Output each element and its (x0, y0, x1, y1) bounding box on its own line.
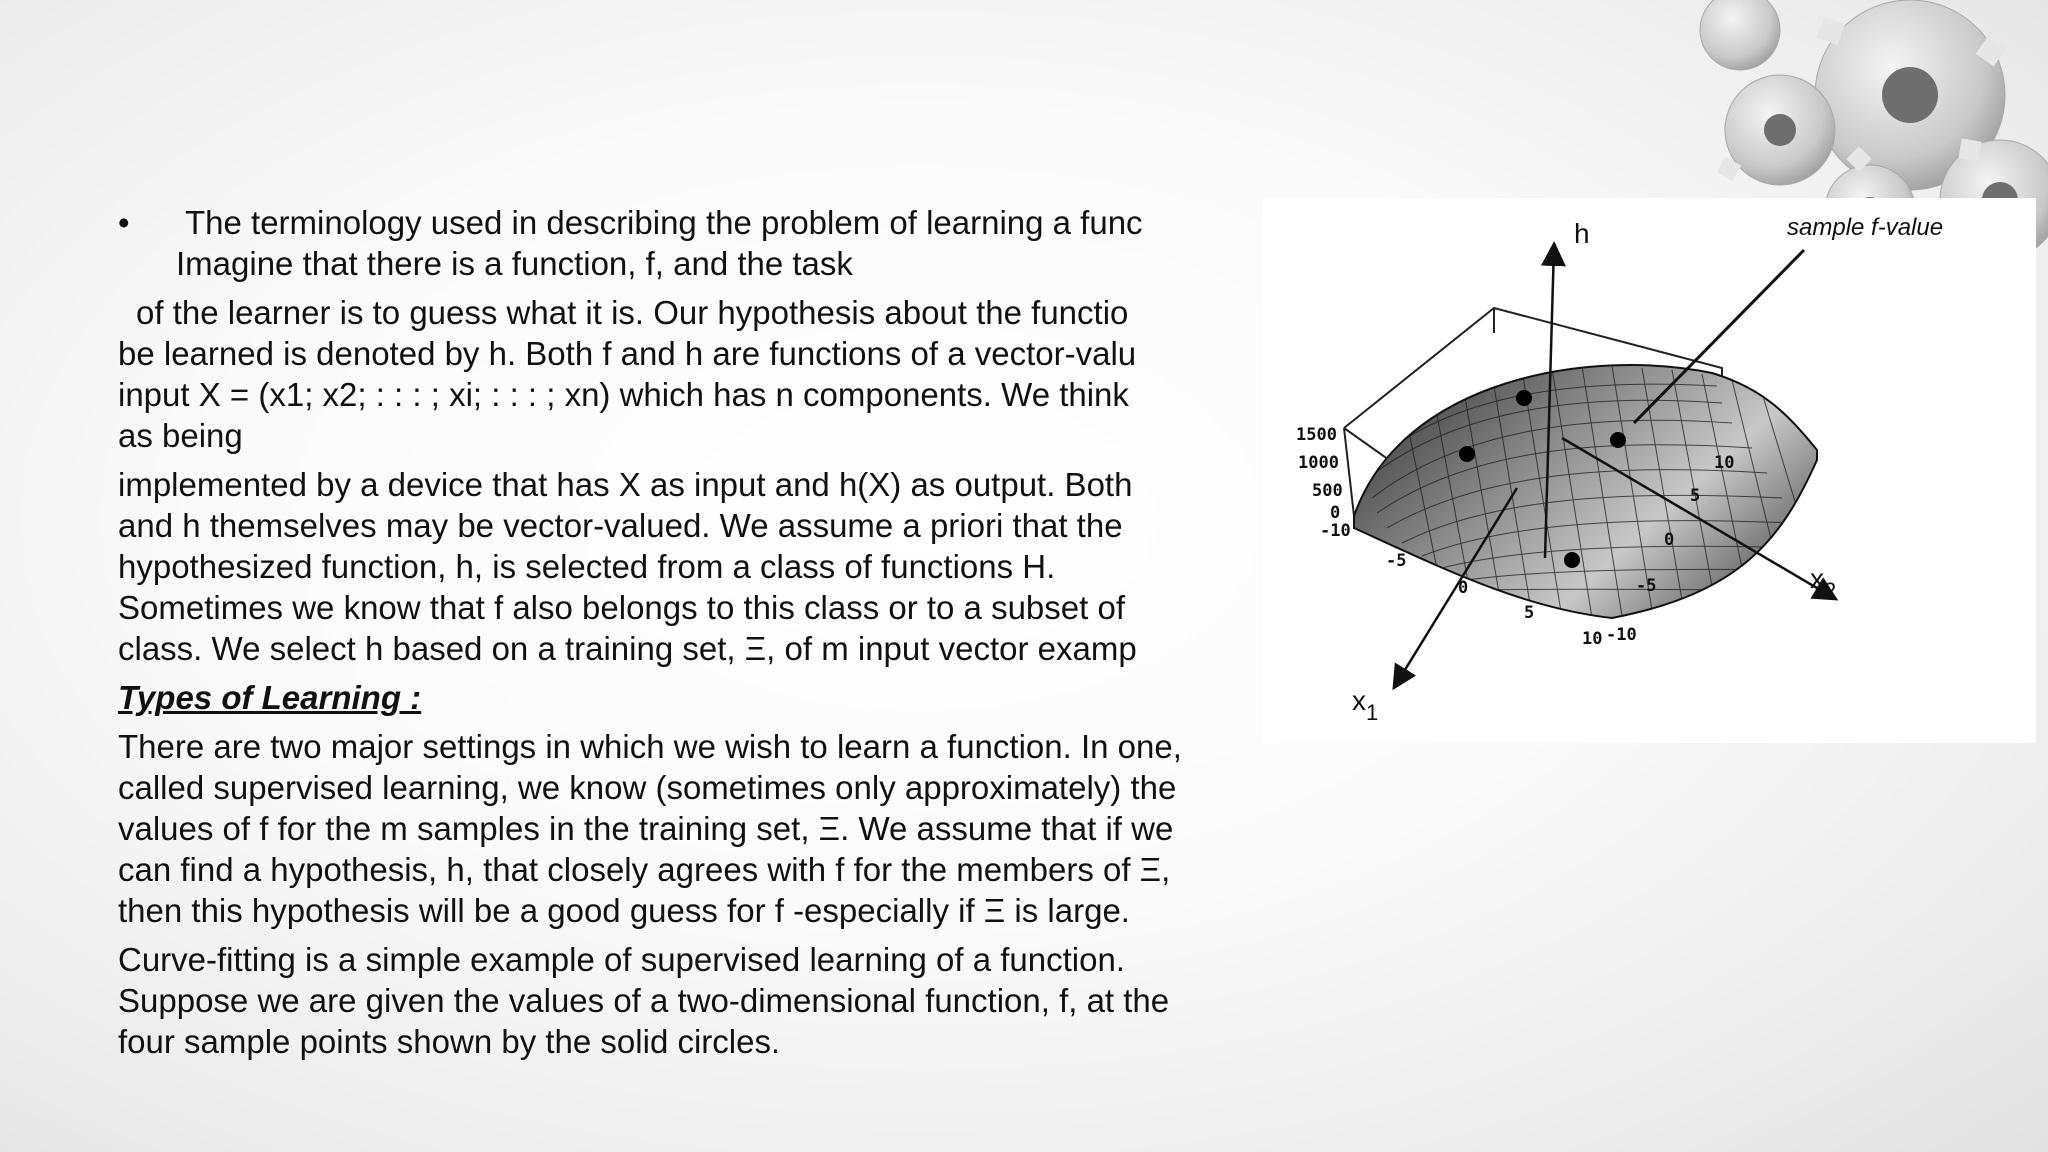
paragraph-5 (118, 939, 1228, 1062)
text-block-clipped (118, 202, 1162, 726)
bullet-line-1: The terminology used in describing the problem of learning a func (185, 204, 1143, 241)
z-tick: 1500 (1296, 425, 1337, 445)
z-tick: -10 (1320, 521, 1351, 541)
paragraph-2-line-4: as being (118, 417, 243, 454)
paragraph-4-line-4: can find a hypothesis, h, that closely agrees with f for the members of Ξ, (118, 851, 1171, 888)
z-tick: 500 (1312, 481, 1343, 501)
paragraph-5-line-2: Suppose we are given the values of a two-dimensional function, f, at the (118, 982, 1170, 1019)
x2-tick: 10 (1714, 453, 1735, 473)
sample-point (1516, 390, 1532, 406)
paragraph-2-line-2: be learned is denoted by h. Both f and h are functions of a vector-valu (118, 335, 1137, 372)
sample-label: sample f-value (1787, 214, 1944, 241)
paragraph-5-line-1: Curve-fitting is a simple example of supervised learning of a function. (118, 941, 1125, 978)
bullet-paragraph (118, 202, 1162, 284)
x2-axis-label: $x_2$ (1810, 563, 1837, 603)
sample-point (1459, 446, 1475, 462)
slide-text (118, 202, 1228, 1062)
paragraph-3-line-5: class. We select h based on a training set, Ξ, of m input vector examp (118, 630, 1137, 667)
section-heading: Types of Learning : (118, 679, 422, 716)
z-tick: 1000 (1298, 453, 1339, 473)
paragraph-4-line-3: values of f for the m samples in the training set, Ξ. We assume that if we (118, 810, 1174, 847)
paragraph-3-line-1: implemented by a device that has X as input and h(X) as output. Both (118, 466, 1133, 503)
paragraph-4-line-5: then this hypothesis will be a good guess for f -especially if Ξ is large. (118, 892, 1130, 929)
paragraph-3-line-2: and h themselves may be vector-valued. We assume a priori that the (118, 507, 1123, 544)
x1-tick: 5 (1524, 603, 1535, 623)
paragraph-2 (118, 292, 1162, 456)
h-axis-label: h (1574, 218, 1590, 249)
paragraph-4-line-1: There are two major settings in which we wish to learn a function. In one, (118, 728, 1182, 765)
sample-point (1610, 432, 1626, 448)
x2-tick: -5 (1636, 576, 1657, 596)
paragraph-4-line-2: called supervised learning, we know (sometimes only approximately) the (118, 769, 1177, 806)
x2-tick: 0 (1664, 530, 1675, 550)
bullet-line-2: Imagine that there is a function, f, and the task (176, 245, 853, 282)
surface-plot (1262, 198, 2036, 743)
paragraph-4 (118, 726, 1228, 931)
z-tick: 0 (1330, 503, 1341, 523)
bullet-icon: • (118, 204, 130, 241)
x1-tick: -5 (1386, 551, 1407, 571)
paragraph-2-line-3: input X = (x1; x2; : : : ; xi; : : : ; xn) which has n components. We think (118, 376, 1129, 413)
paragraph-3-line-3: hypothesized function, h, is selected from a class of functions H. (118, 548, 1056, 585)
paragraph-5-line-3: four sample points shown by the solid circles. (118, 1023, 781, 1060)
x2-tick: 5 (1690, 486, 1701, 506)
sample-point (1564, 552, 1580, 568)
x1-tick: 10 (1582, 629, 1603, 649)
paragraph-2-line-1: of the learner is to guess what it is. Our hypothesis about the functio (136, 294, 1129, 331)
x2-tick: -10 (1606, 625, 1637, 645)
paragraph-3 (118, 464, 1162, 669)
x1-tick: 0 (1458, 578, 1469, 598)
paragraph-3-line-4: Sometimes we know that f also belongs to this class or to a subset of (118, 589, 1125, 626)
surface-figure (1262, 198, 2036, 743)
x1-axis-label: $x_1$ (1352, 685, 1379, 725)
